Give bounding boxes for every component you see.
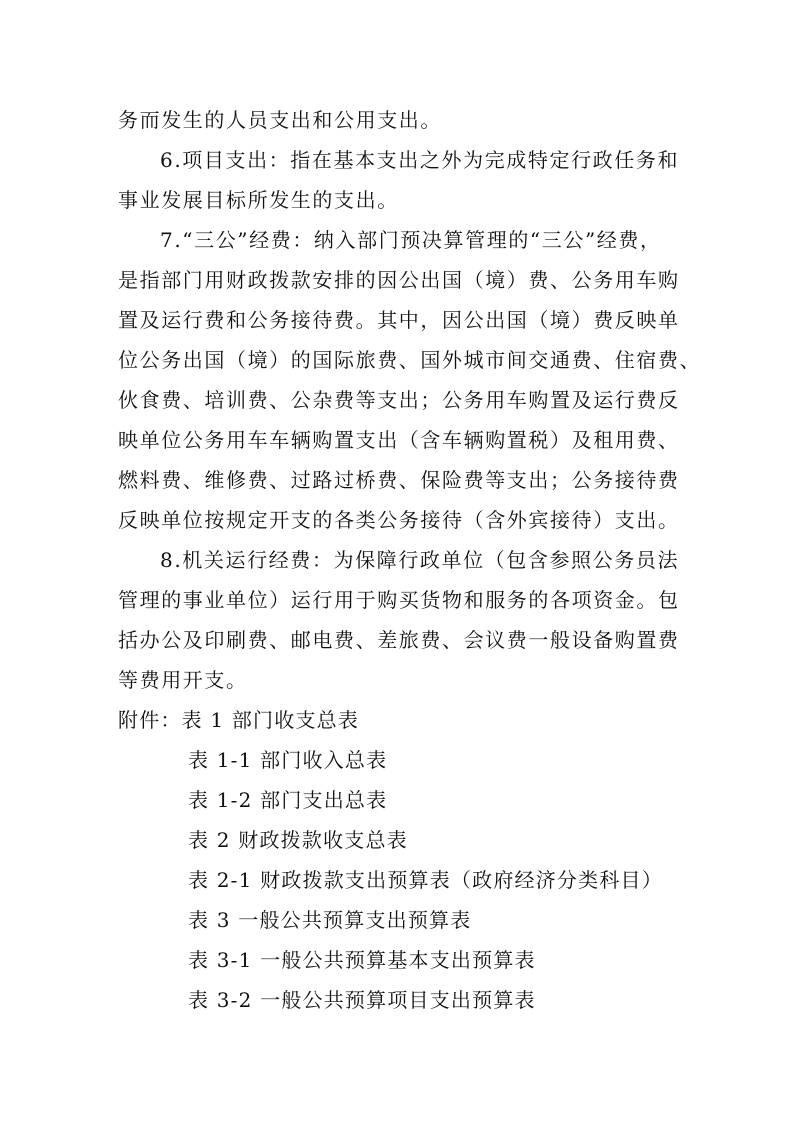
paragraph-line: 7.“三公”经费：纳入部门预决算管理的“三公”经费， [160, 228, 662, 252]
attachment-item: 表 1-2 部门支出总表 [188, 788, 388, 812]
paragraph-project-expenditure [118, 140, 678, 220]
paragraph-operating-expenses [118, 540, 678, 700]
attachment-item: 表 1-1 部门收入总表 [188, 748, 388, 772]
attachment-label: 附件： [118, 708, 182, 732]
attachment-item: 表 3-2 一般公共预算项目支出预算表 [188, 988, 536, 1012]
paragraph-line: 等费用开支。 [118, 668, 248, 692]
paragraph-line: 映单位公务用车车辆购置支出（含车辆购置税）及租用费、 [118, 428, 680, 452]
paragraph-line: 燃料费、维修费、过路过桥费、保险费等支出；公务接待费 [118, 468, 680, 492]
paragraph-line: 反映单位按规定开支的各类公务接待（含外宾接待）支出。 [118, 508, 680, 532]
attachment-item: 表 3-1 一般公共预算基本支出预算表 [188, 948, 536, 972]
attachment-item: 表 2 财政拨款收支总表 [188, 828, 408, 852]
attachment-list [118, 700, 678, 1020]
paragraph-line: 事业发展目标所发生的支出。 [118, 188, 399, 212]
attachment-item: 表 1 部门收支总表 [181, 708, 360, 732]
paragraph-line: 8.机关运行经费：为保障行政单位（包含参照公务员法 [160, 548, 680, 572]
paragraph-line: 务而发生的人员支出和公用支出。 [118, 108, 442, 132]
attachment-item: 表 3 一般公共预算支出预算表 [188, 908, 472, 932]
paragraph-line: 括办公及印刷费、邮电费、差旅费、会议费一般设备购置费 [118, 628, 680, 652]
document-body [118, 100, 702, 1020]
paragraph-line: 伙食费、培训费、公杂费等支出；公务用车购置及运行费反 [118, 388, 680, 412]
paragraph-line: 置及运行费和公务接待费。其中，因公出国（境）费反映单 [118, 308, 680, 332]
paragraph-three-public-expenses [118, 220, 702, 540]
paragraph-line: 位公务出国（境）的国际旅费、国外城市间交通费、住宿费、 [118, 348, 702, 372]
paragraph-line: 6.项目支出：指在基本支出之外为完成特定行政任务和 [160, 148, 680, 172]
attachment-header-row [118, 700, 678, 740]
attachment-item: 表 2-1 财政拨款支出预算表（政府经济分类科目） [188, 868, 663, 892]
paragraph-line: 管理的事业单位）运行用于购买货物和服务的各项资金。包 [118, 588, 680, 612]
paragraph-line: 是指部门用财政拨款安排的因公出国（境）费、公务用车购 [118, 268, 680, 292]
